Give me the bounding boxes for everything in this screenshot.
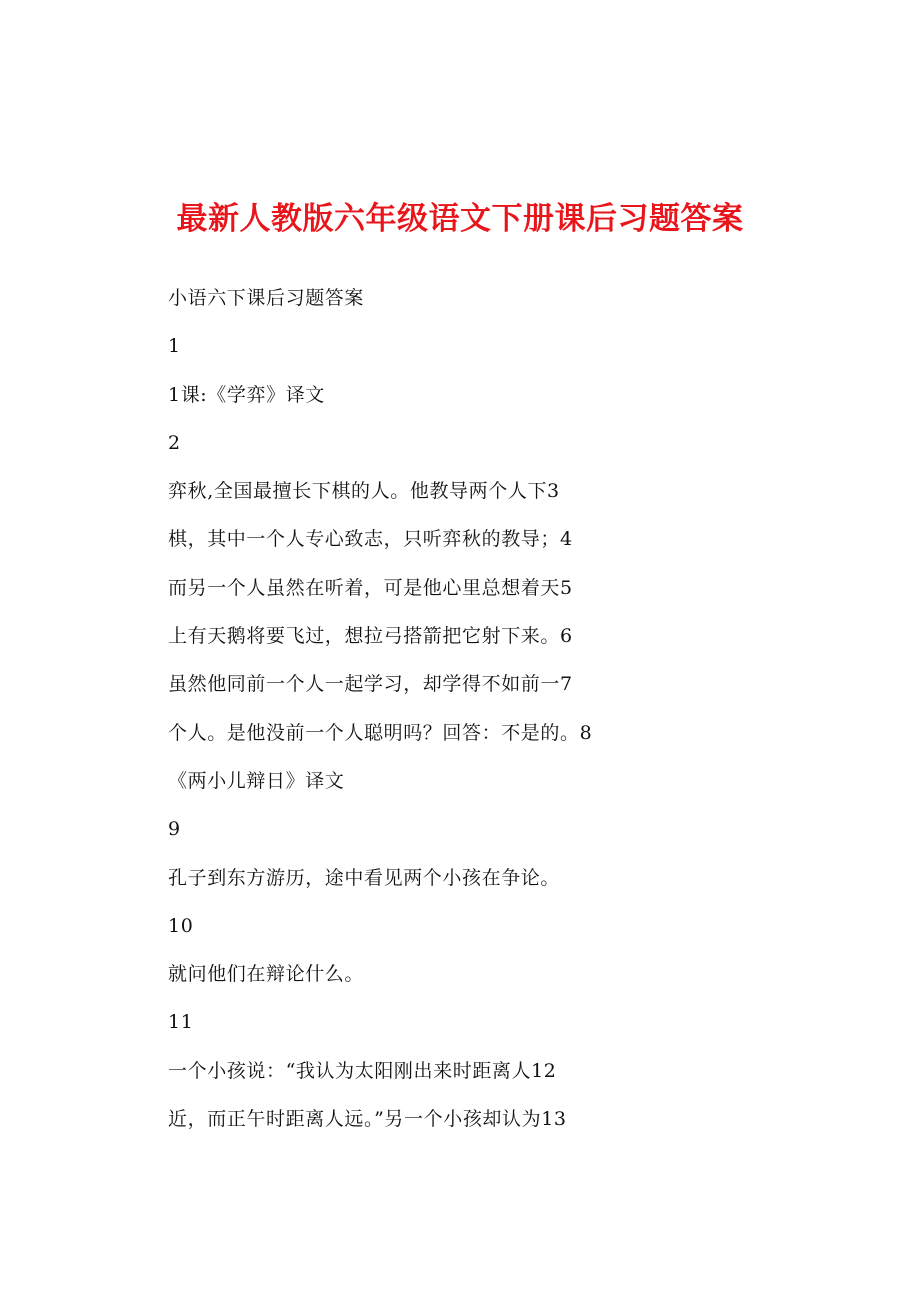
text-line: 《两小儿辩日》译文 [168, 769, 345, 792]
text-line: 孔子到东方游历，途中看见两个小孩在争论。 [168, 866, 561, 889]
text-line: 1课:《学弈》译文 [168, 383, 325, 406]
text-line: 11 [168, 1011, 194, 1034]
text-line: 1 [168, 335, 181, 358]
document-body [168, 278, 868, 1147]
text-line: 就问他们在辩论什么。 [168, 963, 365, 986]
text-line: 而另一个人虽然在听着，可是他心里总想着天5 [168, 576, 573, 599]
text-line: 一个小孩说：“我认为太阳刚出来时距离人12 [168, 1059, 557, 1082]
text-line: 9 [168, 818, 181, 841]
text-line: 个人。是他没前一个人聪明吗？回答：不是的。8 [168, 721, 593, 744]
text-line: 近，而正午时距离人远。”另一个小孩却认为13 [168, 1108, 567, 1131]
document-title: 最新人教版六年级语文下册课后习题答案 [176, 201, 744, 237]
text-line: 棋，其中一个人专心致志，只听弈秋的教导；4 [168, 528, 573, 551]
text-line: 小语六下课后习题答案 [168, 287, 365, 309]
text-line: 虽然他同前一个人一起学习，却学得不如前一7 [168, 673, 573, 696]
text-line: 上有天鹅将要飞过，想拉弓搭箭把它射下来。6 [168, 625, 573, 648]
text-line: 弈秋,全国最擅长下棋的人。他教导两个人下3 [168, 480, 560, 503]
text-line: 2 [168, 431, 181, 454]
text-line: 10 [168, 914, 194, 937]
